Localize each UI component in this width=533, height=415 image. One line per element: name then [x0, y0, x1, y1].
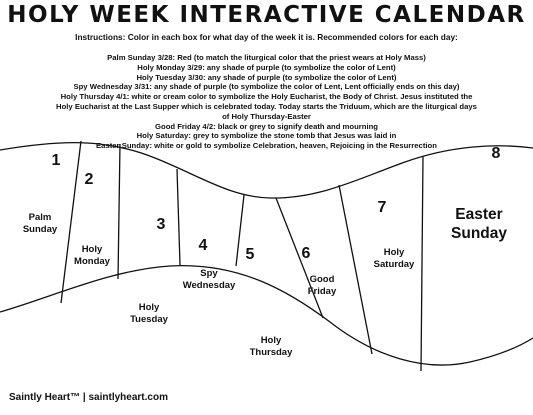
instruction-line-holy-tuesday: Holy Tuesday 3/30: any shade of purple (to symbolize the color of Lent) [136, 72, 397, 82]
day-label-4-line2: Wednesday [182, 280, 236, 291]
footer-credit: Saintly Heart™ | saintlyheart.com [9, 392, 168, 403]
day-label-2-line1: Holy [81, 244, 103, 255]
instructions-intro: Instructions: Color in each box for what day of the week it is. Recommended colors for each day: [75, 32, 458, 42]
day-label-3-line1: Holy [138, 302, 160, 313]
divider-6 [339, 185, 372, 354]
day-label-4-line1: Spy [200, 268, 218, 279]
day-label-2-line2: Monday [74, 256, 110, 267]
instruction-line-spy-wednesday: Spy Wednesday 3/31: any shade of purple (to symbolize the color of Lent, Lent officially ends on this day) [73, 82, 460, 92]
page-title: HOLY WEEK INTERACTIVE CALENDAR [7, 2, 526, 28]
day-label-6-line2: Friday [307, 286, 337, 297]
day-box-2[interactable] [74, 244, 110, 268]
day-box-4[interactable] [183, 268, 236, 292]
day-box-5[interactable] [250, 335, 293, 359]
day-label-7-line1: Holy [383, 247, 405, 258]
divider-1 [61, 141, 81, 303]
divider-3 [177, 169, 180, 265]
day-number-4: 4 [198, 237, 208, 254]
instruction-line-holy-saturday: Holy Saturday: grey to symbolize the stone tomb that Jesus was laid in [136, 131, 397, 141]
divider-2 [118, 144, 120, 279]
instruction-line-easter-sunday: Easter Sunday: white or gold to symbolize Celebration, heaven, Rejoicing in the Resurrection [96, 141, 437, 151]
day-number-5: 5 [245, 246, 255, 263]
instruction-line-holy-thursday-3: of Holy Thursday-Easter [222, 111, 311, 121]
day-number-3: 3 [156, 216, 166, 233]
day-label-3-line2: Tuesday [130, 314, 168, 325]
day-label-8-line1: Easter [455, 206, 503, 223]
instruction-line-holy-thursday-2: Holy Eucharist at the Last Supper which is celebrated today. Today starts the Triduum, which are the liturgical days [56, 101, 477, 111]
divider-5 [276, 198, 323, 318]
instruction-line-holy-monday: Holy Monday 3/29: any shade of purple (to symbolize the color of Lent) [137, 62, 396, 72]
day-label-6-line1: Good [309, 274, 335, 285]
day-box-6[interactable] [308, 274, 337, 298]
instruction-line-good-friday: Good Friday 4/2: black or grey to signify death and mourning [155, 121, 378, 131]
day-label-1-line1: Palm [28, 212, 52, 223]
day-number-7: 7 [377, 199, 387, 216]
day-box-1[interactable] [23, 212, 57, 236]
day-number-1: 1 [51, 152, 61, 169]
day-label-7-line2: Saturday [373, 259, 415, 270]
day-number-6: 6 [301, 245, 311, 262]
day-number-2: 2 [84, 171, 94, 188]
divider-4 [236, 195, 244, 266]
day-label-8-line2: Sunday [451, 225, 507, 242]
day-label-1-line2: Sunday [22, 224, 58, 235]
day-box-3[interactable] [130, 302, 168, 326]
divider-7 [421, 156, 423, 371]
day-label-5-line1: Holy [260, 335, 282, 346]
instruction-line-palm-sunday: Palm Sunday 3/28: Red (to match the liturgical color that the priest wears at Holy Mass) [107, 53, 426, 62]
day-label-5-line2: Thursday [249, 347, 293, 358]
day-box-7[interactable] [374, 247, 415, 271]
day-box-8[interactable] [451, 205, 507, 243]
instruction-line-holy-thursday-1: Holy Thursday 4/1: white or cream color to symbolize the Holy Eucharist, the Body of Christ. Jesus instituted the [60, 92, 473, 102]
day-number-8: 8 [491, 145, 501, 162]
